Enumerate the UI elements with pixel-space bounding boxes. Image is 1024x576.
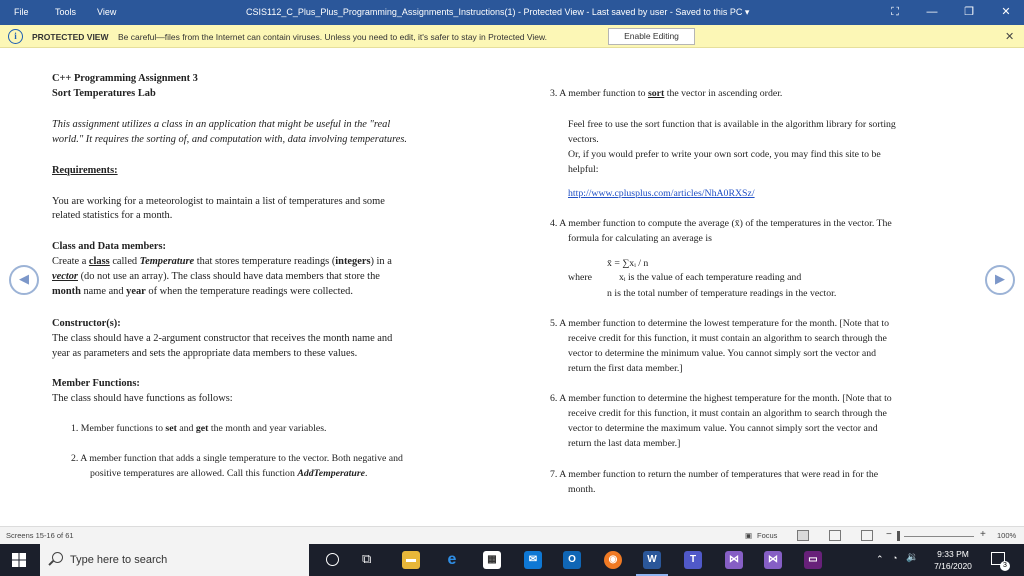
read-mode-icon[interactable] — [797, 530, 809, 541]
body-line: Feel free to use the sort function that is available in the algorithm library for sorting — [568, 119, 896, 130]
member-functions-heading: Member Functions: — [52, 378, 140, 389]
assignment-heading: C++ Programming Assignment 3 — [52, 73, 198, 84]
where-line: n is the total number of temperature readings in the vector. — [607, 288, 837, 299]
protected-view-label: PROTECTED VIEW — [32, 32, 109, 42]
minimize-icon[interactable]: — — [926, 6, 938, 18]
class-heading: Class and Data members: — [52, 241, 167, 252]
body-line: You are working for a meteorologist to maintain a list of temperatures and some — [52, 196, 385, 207]
focus-button[interactable]: Focus — [757, 531, 778, 540]
list-item: 6. A member function to determine the highest temperature for the month. [Note that to — [550, 393, 892, 404]
status-bar — [0, 526, 1024, 544]
title-bar — [0, 0, 1024, 25]
body-line: year as parameters and sets the appropriate data members to these values. — [52, 348, 358, 359]
store-icon[interactable]: ▦ — [483, 551, 501, 569]
menu-file[interactable]: File — [14, 7, 29, 17]
list-item: receive credit for this function, it must contain an algorithm to search through the — [568, 408, 887, 419]
lab-heading: Sort Temperatures Lab — [52, 88, 156, 99]
body-line: helpful: — [568, 164, 599, 175]
close-icon[interactable]: ✕ — [1001, 6, 1011, 18]
screen-count: Screens 15-16 of 61 — [6, 531, 74, 540]
taskbar — [0, 544, 1024, 576]
average-formula: x̄ = ∑xᵢ / n — [607, 258, 649, 269]
zoom-slider[interactable] — [904, 536, 974, 537]
windows-start-icon[interactable] — [12, 553, 26, 567]
constructor-heading: Constructor(s): — [52, 318, 121, 329]
terminal-icon[interactable]: ▭ — [804, 551, 822, 569]
list-item: month. — [568, 484, 596, 495]
web-layout-icon[interactable] — [861, 530, 873, 541]
search-placeholder: Type here to search — [70, 554, 168, 566]
notification-count: 3 — [1000, 561, 1010, 571]
list-item: return the first data member.] — [568, 363, 683, 374]
requirements-heading: Requirements: — [52, 165, 118, 176]
protected-view-bar — [0, 25, 1024, 48]
visual-studio-icon[interactable]: ⋈ — [725, 551, 743, 569]
network-icon[interactable]: ◔ — [892, 553, 898, 563]
search-icon — [52, 552, 63, 563]
list-item: formula for calculating an average is — [568, 233, 712, 244]
body-line: vectors. — [568, 134, 599, 145]
edge-icon[interactable]: e — [447, 551, 457, 568]
protected-view-message: Be careful—files from the Internet can contain viruses. Unless you need to edit, it's safer to stay in Protected View. — [118, 32, 548, 42]
where-label: where — [568, 272, 592, 283]
taskbar-search[interactable] — [40, 544, 309, 576]
firefox-icon[interactable]: ◉ — [604, 551, 622, 569]
taskbar-clock[interactable] — [918, 548, 988, 572]
list-item: return the last data member.] — [568, 438, 681, 449]
fullscreen-icon[interactable]: ⛶ — [891, 6, 899, 18]
class-line: vector (do not use an array). The class should have data members that store the — [52, 271, 380, 282]
focus-icon[interactable]: ▣ — [745, 531, 753, 540]
restore-icon[interactable]: ❐ — [964, 6, 974, 18]
visual-studio-alt-icon[interactable]: ⋈ — [764, 551, 782, 569]
cortana-icon[interactable] — [326, 553, 339, 566]
list-item: vector to determine the minimum value. You cannot simply sort the vector and — [568, 348, 876, 359]
clock-time: 9:33 PM — [937, 549, 969, 559]
previous-page-icon[interactable]: ◀ — [9, 265, 39, 295]
zoom-slider-thumb[interactable] — [897, 531, 900, 541]
list-item: 3. A member function to sort the vector in ascending order. — [550, 88, 783, 99]
zoom-in-icon[interactable]: + — [980, 529, 986, 540]
zoom-level[interactable]: 100% — [997, 531, 1017, 540]
list-item: 4. A member function to compute the average (x̄) of the temperatures in the vector. The — [550, 218, 892, 229]
next-page-icon[interactable]: ▶ — [985, 265, 1015, 295]
outlook-icon[interactable]: O — [563, 551, 581, 569]
clock-date: 7/16/2020 — [934, 561, 972, 571]
print-layout-icon[interactable] — [829, 530, 841, 541]
list-item: positive temperatures are allowed. Call this function AddTemperature. — [90, 468, 368, 479]
class-line: Create a class called Temperature that stores temperature readings (integers) in a — [52, 256, 392, 267]
class-line: month name and year of when the temperature readings were collected. — [52, 286, 353, 297]
list-item: vector to determine the maximum value. You cannot simply sort the vector and — [568, 423, 878, 434]
menu-view[interactable]: View — [97, 7, 117, 17]
list-item: receive credit for this function, it must contain an algorithm to search through the — [568, 333, 887, 344]
intro-line: world." It requires the sorting of, and computation with, data involving temperatures. — [52, 134, 408, 145]
zoom-out-icon[interactable]: − — [886, 529, 892, 540]
list-item: 5. A member function to determine the lowest temperature for the month. [Note that to — [550, 318, 889, 329]
mail-icon[interactable]: ✉ — [524, 551, 542, 569]
body-line: Or, if you would prefer to write your own sort code, you may find this site to be — [568, 149, 881, 160]
document-page — [0, 48, 1024, 526]
where-line: xᵢ is the value of each temperature reading and — [619, 272, 802, 283]
body-line: The class should have a 2-argument constructor that receives the month name and — [52, 333, 393, 344]
list-item: 1. Member functions to set and get the month and year variables. — [71, 423, 327, 434]
volume-icon[interactable]: 🔉 — [906, 552, 919, 563]
file-explorer-icon[interactable]: ▬ — [402, 551, 420, 569]
list-item: 2. A member function that adds a single temperature to the vector. Both negative and — [71, 453, 403, 464]
task-view-icon[interactable]: ⧉ — [362, 551, 372, 566]
menu-tools[interactable]: Tools — [55, 7, 77, 17]
enable-editing-button[interactable]: Enable Editing — [608, 28, 695, 45]
tray-chevron-icon[interactable]: ⌃ — [876, 554, 884, 564]
intro-line: This assignment utilizes a class in an application that might be useful in the "real — [52, 119, 391, 130]
body-line: The class should have functions as follows: — [52, 393, 233, 404]
document-title[interactable]: CSIS112_C_Plus_Plus_Programming_Assignments_Instructions(1) - Protected View - Last saved by user - Saved to this PC ▾ — [246, 7, 750, 17]
info-icon: i — [8, 29, 23, 44]
cplusplus-link[interactable]: http://www.cplusplus.com/articles/NhA0RXSz/ — [568, 188, 755, 199]
word-icon[interactable]: W — [643, 551, 661, 569]
teams-icon[interactable]: T — [684, 551, 702, 569]
body-line: related statistics for a month. — [52, 210, 173, 221]
close-icon[interactable]: ✕ — [1005, 31, 1015, 43]
list-item: 7. A member function to return the number of temperatures that were read in for the — [550, 469, 879, 480]
